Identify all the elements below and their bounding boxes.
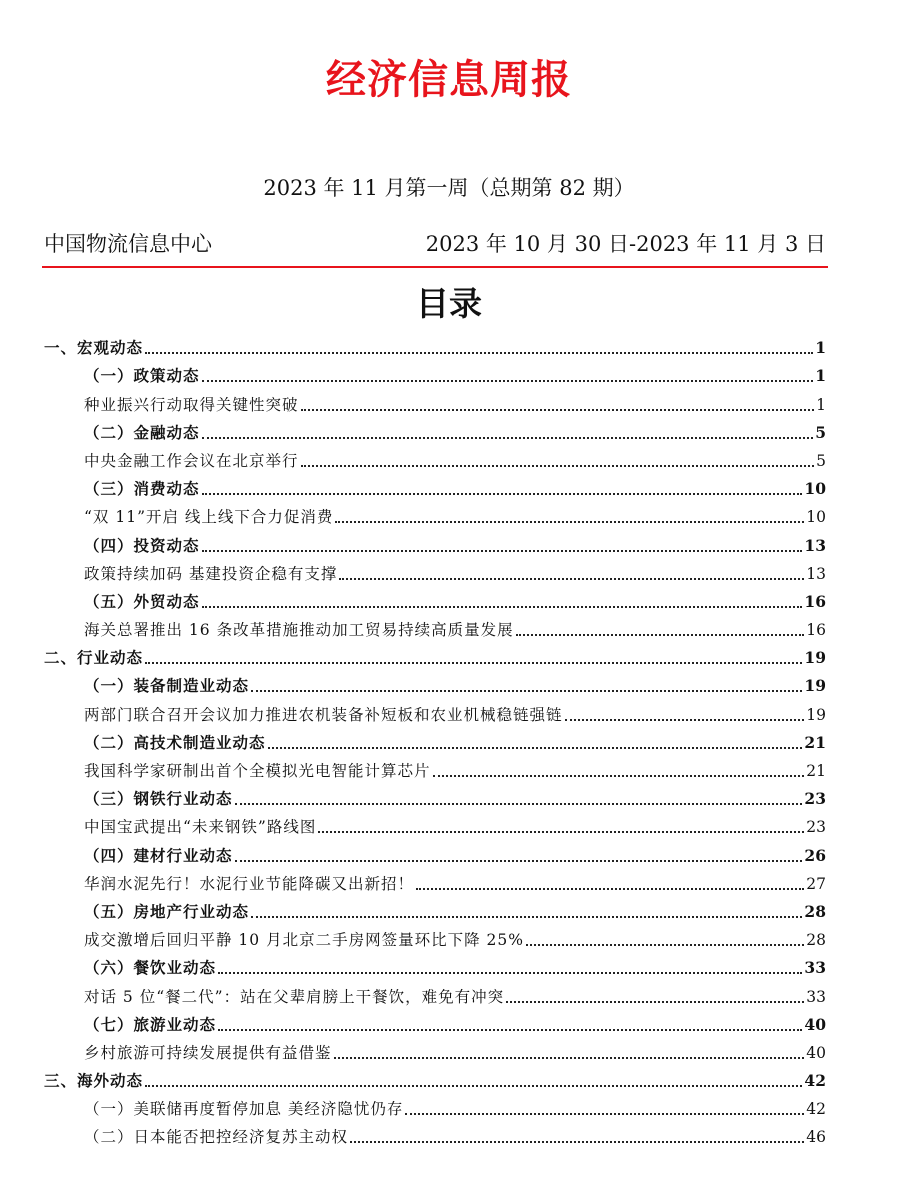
- toc-entry-label: （三）钢铁行业动态: [84, 789, 233, 809]
- toc-entry[interactable]: [44, 753, 826, 781]
- toc-entry[interactable]: [44, 696, 826, 724]
- toc-entry-label: （二）金融动态: [84, 422, 200, 442]
- toc-leader-dots: [145, 352, 813, 354]
- toc-leader-dots: [405, 1113, 804, 1115]
- toc-entry-page: 10: [806, 508, 826, 527]
- toc-leader-dots: [202, 606, 803, 608]
- toc-leader-dots: [218, 972, 802, 974]
- toc-leader-dots: [516, 634, 805, 636]
- toc-entry-label: 种业振兴行动取得关键性突破: [84, 395, 299, 414]
- toc-title: 目录: [416, 284, 482, 323]
- toc-leader-dots: [268, 747, 803, 749]
- toc-entry-label: （五）外贸动态: [84, 591, 200, 611]
- toc-entry[interactable]: [44, 725, 826, 753]
- toc-entry-label: “双 11”开启 线上线下合力促消费: [84, 508, 334, 527]
- toc-leader-dots: [433, 775, 805, 777]
- toc-entry[interactable]: [44, 1035, 826, 1063]
- toc-entry-label: （二）日本能否把控经济复苏主动权: [84, 1128, 349, 1147]
- issue-line: 2023 年 11 月第一周（总期第 82 期）: [263, 176, 635, 200]
- toc-leader-dots: [339, 578, 804, 580]
- toc-entry-page: 42: [804, 1071, 826, 1091]
- toc-entry[interactable]: [44, 556, 826, 584]
- toc-leader-dots: [251, 916, 802, 918]
- toc-entry-label: 一、宏观动态: [44, 338, 144, 358]
- toc-entry-page: 33: [806, 987, 826, 1006]
- toc-leader-dots: [565, 719, 805, 721]
- toc-entry-label: （七）旅游业动态: [84, 1014, 217, 1034]
- toc-entry-label: 华润水泥先行！水泥行业节能降碳又出新招！: [84, 874, 415, 893]
- toc-entry-page: 19: [804, 676, 826, 696]
- toc-entry-page: 16: [806, 621, 826, 640]
- toc-entry-label: 海关总署推出 16 条改革措施推动加工贸易持续高质量发展: [84, 621, 514, 640]
- toc-leader-dots: [350, 1141, 804, 1143]
- toc-entry-page: 23: [804, 789, 826, 809]
- toc-leader-dots: [416, 888, 804, 890]
- publisher: 中国物流信息中心: [44, 232, 212, 256]
- toc-leader-dots: [301, 409, 815, 411]
- toc-entry-page: 1: [815, 338, 826, 358]
- toc-leader-dots: [318, 831, 804, 833]
- toc-entry-page: 28: [806, 931, 826, 950]
- toc-entry-page: 5: [816, 451, 826, 470]
- toc-entry-page: 40: [804, 1014, 826, 1034]
- toc-entry-label: （一）政策动态: [84, 366, 200, 386]
- table-of-contents: [44, 330, 826, 1147]
- toc-entry-label: 二、行业动态: [44, 648, 144, 668]
- toc-entry[interactable]: [44, 443, 826, 471]
- toc-entry-page: 19: [806, 705, 826, 724]
- toc-entry[interactable]: [44, 386, 826, 414]
- toc-entry-page: 5: [815, 422, 826, 442]
- toc-entry-page: 21: [806, 762, 826, 780]
- toc-leader-dots: [202, 493, 803, 495]
- toc-leader-dots: [202, 380, 814, 382]
- toc-entry[interactable]: [44, 837, 826, 865]
- toc-leader-dots: [202, 437, 814, 439]
- toc-entry-label: 两部门联合召开会议加力推进农机装备补短板和农业机械稳链强链: [84, 705, 563, 724]
- toc-entry[interactable]: [44, 358, 826, 386]
- toc-entry[interactable]: [44, 1007, 826, 1035]
- toc-entry[interactable]: [44, 781, 826, 809]
- toc-entry-page: 1: [816, 395, 826, 414]
- report-title: 经济信息周报: [326, 57, 572, 103]
- toc-entry-label: 政策持续加码 基建投资企稳有支撑: [84, 564, 338, 583]
- toc-entry-page: 42: [806, 1100, 826, 1119]
- toc-leader-dots: [301, 465, 815, 467]
- toc-entry-label: （一）装备制造业动态: [84, 676, 250, 696]
- toc-entry[interactable]: [44, 1091, 826, 1119]
- toc-entry[interactable]: [44, 1063, 826, 1091]
- toc-leader-dots: [506, 1001, 804, 1003]
- toc-entry-label: （三）消费动态: [84, 479, 200, 499]
- toc-entry[interactable]: [44, 866, 826, 894]
- toc-entry[interactable]: [44, 978, 826, 1006]
- toc-entry-label: （四）投资动态: [84, 535, 200, 555]
- toc-entry-label: （四）建材行业动态: [84, 845, 233, 865]
- toc-entry[interactable]: [44, 612, 826, 640]
- toc-entry-label: 中央金融工作会议在北京举行: [84, 451, 299, 470]
- toc-entry[interactable]: [44, 809, 826, 837]
- toc-entry[interactable]: [44, 668, 826, 696]
- date-range: 2023 年 10 月 30 日-2023 年 11 月 3 日: [425, 232, 826, 256]
- toc-entry-page: 27: [806, 874, 826, 893]
- toc-entry-label: 成交激增后回归平静 10 月北京二手房网签量环比下降 25%: [84, 931, 524, 950]
- toc-entry-label: （五）房地产行业动态: [84, 901, 250, 921]
- toc-entry-label: （六）餐饮业动态: [84, 958, 217, 978]
- toc-entry[interactable]: [44, 894, 826, 922]
- toc-entry[interactable]: [44, 922, 826, 950]
- header-divider: [42, 266, 828, 268]
- toc-entry-label: （二）高技术制造业动态: [84, 732, 266, 752]
- toc-entry-page: 23: [806, 818, 826, 837]
- toc-entry-page: 10: [804, 479, 826, 499]
- toc-entry-page: 16: [804, 591, 826, 611]
- toc-entry[interactable]: [44, 415, 826, 443]
- toc-entry-page: 21: [804, 732, 826, 752]
- toc-entry-page: 1: [815, 366, 826, 386]
- toc-entry[interactable]: [44, 527, 826, 555]
- toc-leader-dots: [251, 690, 802, 692]
- toc-leader-dots: [334, 1057, 805, 1059]
- toc-leader-dots: [526, 944, 804, 946]
- toc-entry-label: （一）美联储再度暂停加息 美经济隐忧仍存: [84, 1100, 404, 1119]
- toc-leader-dots: [335, 521, 804, 523]
- toc-leader-dots: [235, 860, 803, 862]
- toc-entry[interactable]: [44, 640, 826, 668]
- toc-entry-page: 40: [806, 1043, 826, 1062]
- toc-leader-dots: [218, 1029, 802, 1031]
- toc-entry-page: 19: [804, 648, 826, 668]
- toc-entry[interactable]: [44, 1119, 826, 1147]
- toc-entry-page: 13: [804, 535, 826, 555]
- toc-entry[interactable]: [44, 499, 826, 527]
- toc-leader-dots: [145, 1085, 802, 1087]
- toc-entry-label: 中国宝武提出“未来钢铁”路线图: [84, 818, 317, 837]
- toc-entry[interactable]: [44, 584, 826, 612]
- toc-entry-label: 乡村旅游可持续发展提供有益借鉴: [84, 1043, 332, 1062]
- toc-entry-page: 46: [806, 1128, 826, 1147]
- toc-entry-label: 三、海外动态: [44, 1071, 144, 1091]
- toc-entry[interactable]: [44, 471, 826, 499]
- toc-entry-page: 33: [804, 958, 826, 978]
- toc-leader-dots: [235, 803, 803, 805]
- toc-entry[interactable]: [44, 950, 826, 978]
- toc-leader-dots: [145, 662, 802, 664]
- toc-entry-page: 28: [804, 901, 826, 921]
- toc-entry-label: 我国科学家研制出首个全模拟光电智能计算芯片: [84, 762, 431, 780]
- toc-entry-label: 对话 5 位“餐二代”：站在父辈肩膀上干餐饮，难免有冲突: [84, 987, 505, 1006]
- toc-leader-dots: [202, 550, 803, 552]
- toc-entry[interactable]: [44, 330, 826, 358]
- toc-entry-page: 13: [806, 564, 826, 583]
- toc-entry-page: 26: [804, 845, 826, 865]
